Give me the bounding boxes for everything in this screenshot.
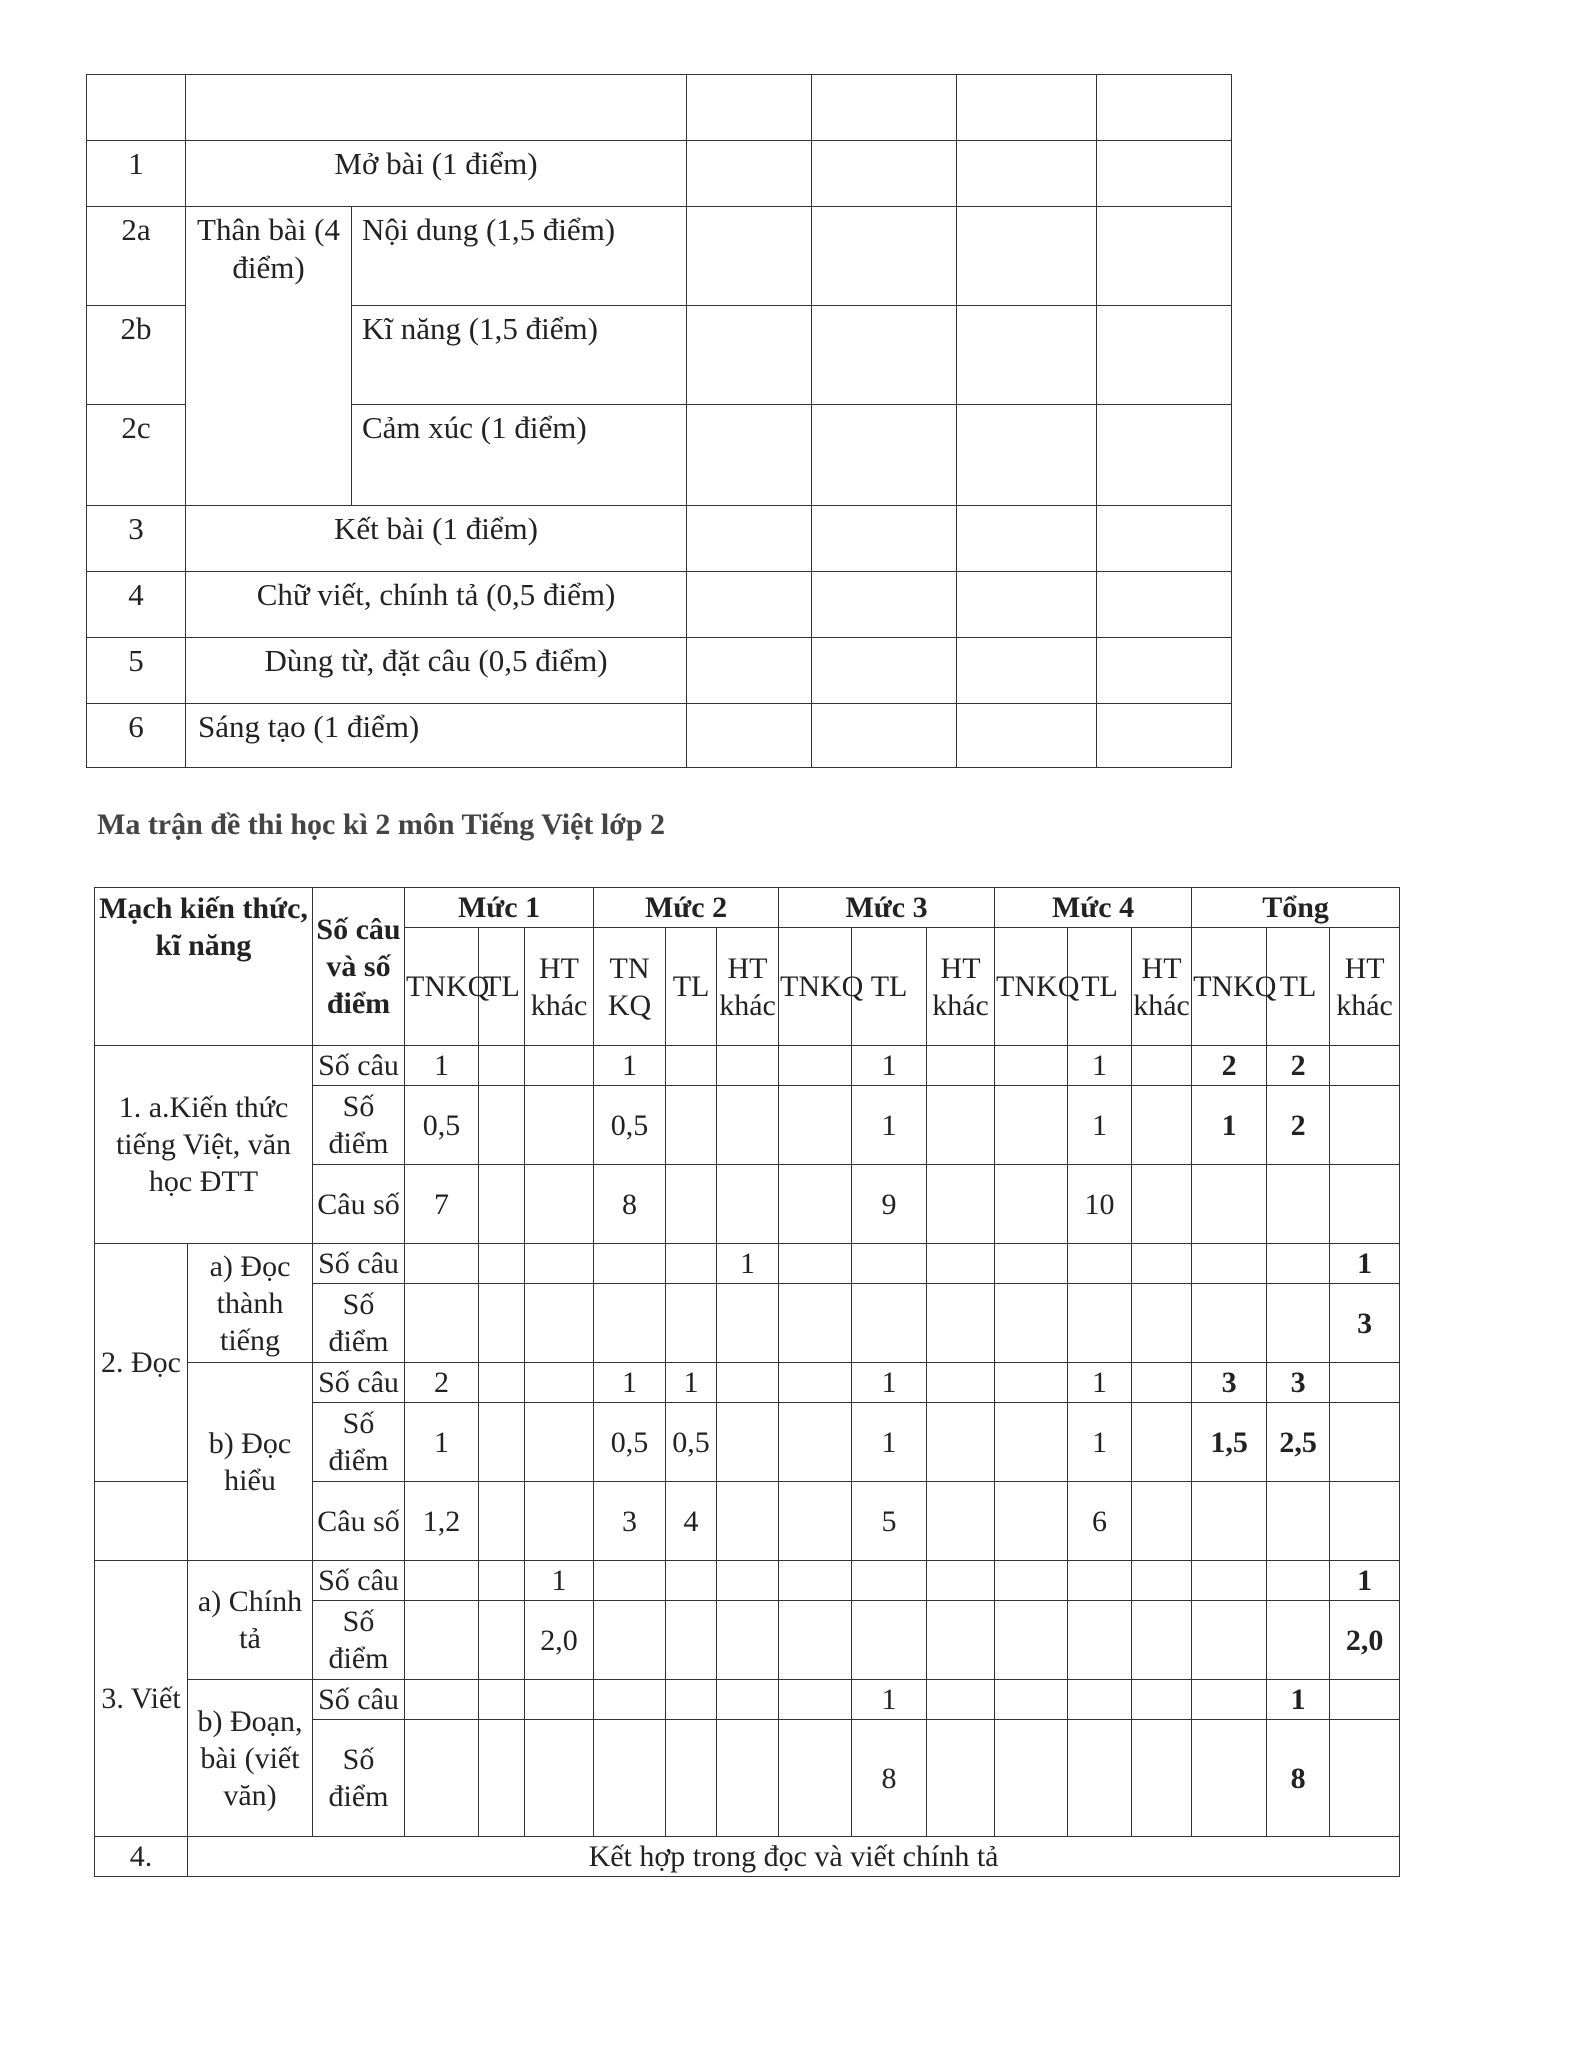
rubric-score-cell xyxy=(957,572,1097,638)
value-cell xyxy=(1267,1284,1330,1363)
value-cell: 1 xyxy=(594,1046,666,1086)
value-cell xyxy=(717,1680,779,1720)
rubric-row xyxy=(87,638,1232,704)
value-cell: 2 xyxy=(1192,1046,1267,1086)
value-cell xyxy=(1330,1482,1400,1561)
subheader-cell: TL xyxy=(1068,928,1132,1046)
value-cell: 1 xyxy=(852,1046,927,1086)
rubric-criterion-cell xyxy=(186,75,687,141)
value-cell xyxy=(479,1720,525,1837)
rubric-score-cell xyxy=(1097,405,1232,506)
rubric-score-cell xyxy=(812,306,957,405)
rubric-num-cell xyxy=(87,75,186,141)
subheader-cell: HT khác xyxy=(1132,928,1192,1046)
value-cell: 10 xyxy=(1068,1165,1132,1244)
rubric-criterion-cell: Dùng từ, đặt câu (0,5 điểm) xyxy=(186,638,687,704)
value-cell: 3 xyxy=(594,1482,666,1561)
value-cell xyxy=(779,1363,852,1403)
value-cell xyxy=(995,1601,1068,1680)
subheader-cell: HT khác xyxy=(525,928,594,1046)
value-cell xyxy=(1132,1403,1192,1482)
value-cell xyxy=(1132,1244,1192,1284)
value-cell xyxy=(995,1403,1068,1482)
value-cell xyxy=(779,1046,852,1086)
value-cell xyxy=(1132,1601,1192,1680)
subheader-cell: TNKQ xyxy=(779,928,852,1046)
rubric-score-cell xyxy=(957,506,1097,572)
level-header: Mức 4 xyxy=(995,888,1192,928)
value-cell xyxy=(852,1284,927,1363)
value-cell xyxy=(1068,1720,1132,1837)
value-cell: 2 xyxy=(1267,1046,1330,1086)
value-cell xyxy=(666,1561,717,1601)
value-cell xyxy=(479,1244,525,1284)
value-cell xyxy=(995,1046,1068,1086)
rubric-num-cell: 2c xyxy=(87,405,186,506)
matrix-header-row xyxy=(95,888,1400,928)
value-cell xyxy=(995,1363,1068,1403)
value-cell: 1 xyxy=(717,1244,779,1284)
value-cell xyxy=(1068,1561,1132,1601)
value-cell xyxy=(479,1601,525,1680)
rubric-num-cell: 3 xyxy=(87,506,186,572)
value-cell: 1 xyxy=(1330,1561,1400,1601)
value-cell xyxy=(666,1680,717,1720)
value-cell: 2,0 xyxy=(525,1601,594,1680)
value-cell xyxy=(1068,1601,1132,1680)
value-cell xyxy=(779,1244,852,1284)
level-header: Mức 3 xyxy=(779,888,995,928)
value-cell xyxy=(525,1284,594,1363)
rubric-score-cell xyxy=(687,506,812,572)
count-header: Số câu và số điểm xyxy=(313,888,405,1046)
value-cell xyxy=(1192,1244,1267,1284)
subheader-cell: HT khác xyxy=(1330,928,1400,1046)
value-cell xyxy=(525,1363,594,1403)
value-cell xyxy=(479,1561,525,1601)
value-cell: 1 xyxy=(852,1086,927,1165)
exam-matrix-table xyxy=(94,887,1400,1877)
rubric-criterion-cell: Mở bài (1 điểm) xyxy=(186,141,687,207)
rubric-score-cell xyxy=(1097,638,1232,704)
value-cell xyxy=(717,1363,779,1403)
rubric-group-cell: Thân bài (4 điểm) xyxy=(186,207,352,506)
rubric-score-cell xyxy=(812,572,957,638)
value-cell xyxy=(525,1046,594,1086)
subheader-cell: TNKQ xyxy=(1192,928,1267,1046)
section-label-cell: 1. a.Kiến thức tiếng Việt, văn học ĐTT xyxy=(95,1046,313,1244)
value-cell: 1 xyxy=(1068,1403,1132,1482)
value-cell xyxy=(927,1561,995,1601)
value-cell xyxy=(779,1482,852,1561)
matrix-heading: Ma trận đề thi học kì 2 môn Tiếng Việt lớp 2 xyxy=(97,808,666,841)
value-cell xyxy=(995,1165,1068,1244)
value-cell xyxy=(525,1165,594,1244)
value-cell xyxy=(1267,1561,1330,1601)
value-cell xyxy=(1192,1284,1267,1363)
value-cell: 1,5 xyxy=(1192,1403,1267,1482)
rubric-row xyxy=(87,141,1232,207)
value-cell xyxy=(717,1046,779,1086)
row-type-cell: Câu số xyxy=(313,1482,405,1561)
row-type-cell: Số điểm xyxy=(313,1403,405,1482)
value-cell: 1 xyxy=(405,1046,479,1086)
value-cell xyxy=(525,1244,594,1284)
value-cell xyxy=(1330,1046,1400,1086)
rubric-num-cell: 4 xyxy=(87,572,186,638)
value-cell: 1 xyxy=(525,1561,594,1601)
value-cell xyxy=(995,1720,1068,1837)
level-header: Mức 2 xyxy=(594,888,779,928)
level-header: Mức 1 xyxy=(405,888,594,928)
value-cell xyxy=(1330,1165,1400,1244)
value-cell xyxy=(779,1680,852,1720)
subheader-cell: TL xyxy=(852,928,927,1046)
value-cell: 8 xyxy=(1267,1720,1330,1837)
matrix-row xyxy=(95,1837,1400,1877)
subsection-label-cell: b) Đọc hiểu xyxy=(188,1363,313,1561)
value-cell xyxy=(666,1086,717,1165)
value-cell xyxy=(995,1244,1068,1284)
row-type-cell: Số câu xyxy=(313,1046,405,1086)
value-cell xyxy=(995,1086,1068,1165)
value-cell xyxy=(927,1165,995,1244)
value-cell: 1 xyxy=(1068,1046,1132,1086)
value-cell xyxy=(717,1561,779,1601)
rubric-score-cell xyxy=(957,207,1097,306)
value-cell xyxy=(717,1403,779,1482)
rubric-num-cell: 2b xyxy=(87,306,186,405)
value-cell xyxy=(479,1284,525,1363)
value-cell: 1,2 xyxy=(405,1482,479,1561)
topic-header: Mạch kiến thức, kĩ năng xyxy=(95,888,313,1046)
rubric-score-cell xyxy=(957,638,1097,704)
value-cell xyxy=(995,1680,1068,1720)
section-label-cell: 2. Đọc xyxy=(95,1244,188,1482)
value-cell xyxy=(1330,1403,1400,1482)
value-cell: 1 xyxy=(1267,1680,1330,1720)
value-cell xyxy=(666,1046,717,1086)
value-cell xyxy=(927,1046,995,1086)
value-cell xyxy=(779,1403,852,1482)
value-cell: 1 xyxy=(1330,1244,1400,1284)
value-cell: 0,5 xyxy=(594,1086,666,1165)
value-cell xyxy=(927,1720,995,1837)
rubric-score-cell xyxy=(812,141,957,207)
rubric-score-cell xyxy=(1097,704,1232,768)
value-cell xyxy=(717,1086,779,1165)
value-cell xyxy=(479,1363,525,1403)
value-cell xyxy=(1068,1244,1132,1284)
value-cell xyxy=(927,1680,995,1720)
value-cell xyxy=(594,1244,666,1284)
rubric-score-cell xyxy=(687,75,812,141)
value-cell xyxy=(479,1046,525,1086)
row-type-cell: Số câu xyxy=(313,1680,405,1720)
rubric-score-cell xyxy=(812,638,957,704)
value-cell xyxy=(525,1720,594,1837)
value-cell xyxy=(666,1165,717,1244)
subsection-label-cell: b) Đoạn, bài (viết văn) xyxy=(188,1680,313,1837)
value-cell: 1 xyxy=(594,1363,666,1403)
value-cell xyxy=(1330,1720,1400,1837)
rubric-table xyxy=(86,74,1232,768)
value-cell: 1 xyxy=(1192,1086,1267,1165)
value-cell xyxy=(1132,1363,1192,1403)
rubric-criterion-cell: Cảm xúc (1 điểm) xyxy=(352,405,687,506)
rubric-num-cell: 6 xyxy=(87,704,186,768)
value-cell xyxy=(479,1403,525,1482)
value-cell: 2 xyxy=(1267,1086,1330,1165)
value-cell xyxy=(405,1284,479,1363)
value-cell: 2,0 xyxy=(1330,1601,1400,1680)
value-cell xyxy=(666,1720,717,1837)
subheader-cell: TNKQ xyxy=(995,928,1068,1046)
value-cell xyxy=(927,1403,995,1482)
section4-text-cell: Kết hợp trong đọc và viết chính tả xyxy=(188,1837,1400,1877)
value-cell: 7 xyxy=(405,1165,479,1244)
row-type-cell: Số điểm xyxy=(313,1284,405,1363)
value-cell xyxy=(1267,1482,1330,1561)
value-cell: 3 xyxy=(1267,1363,1330,1403)
value-cell xyxy=(525,1086,594,1165)
rubric-criterion-cell: Chữ viết, chính tả (0,5 điểm) xyxy=(186,572,687,638)
rubric-score-cell xyxy=(957,704,1097,768)
subheader-cell: TNKQ xyxy=(405,928,479,1046)
value-cell xyxy=(525,1403,594,1482)
value-cell xyxy=(995,1284,1068,1363)
rubric-score-cell xyxy=(1097,141,1232,207)
value-cell xyxy=(1267,1601,1330,1680)
rubric-row xyxy=(87,207,1232,306)
value-cell xyxy=(1132,1561,1192,1601)
value-cell xyxy=(717,1601,779,1680)
value-cell xyxy=(717,1720,779,1837)
value-cell: 1 xyxy=(405,1403,479,1482)
value-cell xyxy=(927,1284,995,1363)
value-cell xyxy=(927,1363,995,1403)
value-cell xyxy=(717,1165,779,1244)
value-cell xyxy=(779,1086,852,1165)
value-cell xyxy=(927,1244,995,1284)
value-cell xyxy=(1192,1680,1267,1720)
rubric-row xyxy=(87,506,1232,572)
subheader-cell: TL xyxy=(479,928,525,1046)
value-cell xyxy=(594,1561,666,1601)
value-cell xyxy=(405,1561,479,1601)
row-type-cell: Số điểm xyxy=(313,1720,405,1837)
subheader-cell: HT khác xyxy=(927,928,995,1046)
value-cell xyxy=(779,1720,852,1837)
value-cell xyxy=(779,1165,852,1244)
value-cell: 3 xyxy=(1192,1363,1267,1403)
value-cell xyxy=(1132,1720,1192,1837)
value-cell xyxy=(479,1165,525,1244)
value-cell xyxy=(1192,1720,1267,1837)
value-cell: 9 xyxy=(852,1165,927,1244)
value-cell: 0,5 xyxy=(594,1403,666,1482)
value-cell: 0,5 xyxy=(405,1086,479,1165)
value-cell: 0,5 xyxy=(666,1403,717,1482)
subheader-cell: TL xyxy=(1267,928,1330,1046)
rubric-score-cell xyxy=(687,638,812,704)
value-cell xyxy=(995,1482,1068,1561)
rubric-score-cell xyxy=(687,704,812,768)
value-cell: 5 xyxy=(852,1482,927,1561)
rubric-num-cell: 1 xyxy=(87,141,186,207)
matrix-row xyxy=(95,1363,1400,1403)
value-cell: 2,5 xyxy=(1267,1403,1330,1482)
rubric-criterion-cell: Nội dung (1,5 điểm) xyxy=(352,207,687,306)
subheader-cell: TN KQ xyxy=(594,928,666,1046)
value-cell xyxy=(405,1720,479,1837)
row-type-cell: Số điểm xyxy=(313,1086,405,1165)
rubric-score-cell xyxy=(687,207,812,306)
value-cell xyxy=(1192,1601,1267,1680)
rubric-score-cell xyxy=(957,306,1097,405)
rubric-score-cell xyxy=(812,506,957,572)
rubric-criterion-cell: Kĩ năng (1,5 điểm) xyxy=(352,306,687,405)
value-cell xyxy=(594,1720,666,1837)
value-cell xyxy=(479,1680,525,1720)
row-type-cell: Số câu xyxy=(313,1363,405,1403)
rubric-score-cell xyxy=(812,207,957,306)
value-cell xyxy=(1132,1086,1192,1165)
section-label-cell: 3. Viết xyxy=(95,1561,188,1837)
value-cell: 4 xyxy=(666,1482,717,1561)
rubric-score-cell xyxy=(1097,75,1232,141)
rubric-row xyxy=(87,572,1232,638)
value-cell xyxy=(666,1244,717,1284)
value-cell xyxy=(1330,1086,1400,1165)
value-cell xyxy=(927,1086,995,1165)
rubric-score-cell xyxy=(1097,572,1232,638)
value-cell: 1 xyxy=(852,1680,927,1720)
rubric-score-cell xyxy=(1097,306,1232,405)
value-cell xyxy=(852,1244,927,1284)
value-cell xyxy=(1132,1284,1192,1363)
value-cell xyxy=(479,1482,525,1561)
value-cell xyxy=(995,1561,1068,1601)
value-cell xyxy=(1068,1680,1132,1720)
value-cell: 8 xyxy=(852,1720,927,1837)
value-cell xyxy=(405,1680,479,1720)
value-cell: 3 xyxy=(1330,1284,1400,1363)
rubric-score-cell xyxy=(687,306,812,405)
value-cell: 1 xyxy=(852,1403,927,1482)
rubric-num-cell: 5 xyxy=(87,638,186,704)
subsection-label-cell: a) Đọc thành tiếng xyxy=(188,1244,313,1363)
value-cell xyxy=(1192,1165,1267,1244)
rubric-score-cell xyxy=(1097,506,1232,572)
value-cell xyxy=(1267,1165,1330,1244)
value-cell xyxy=(1132,1046,1192,1086)
rubric-score-cell xyxy=(687,405,812,506)
value-cell: 1 xyxy=(1068,1363,1132,1403)
value-cell xyxy=(927,1601,995,1680)
value-cell xyxy=(666,1601,717,1680)
row-type-cell: Số điểm xyxy=(313,1601,405,1680)
value-cell xyxy=(479,1086,525,1165)
rubric-score-cell xyxy=(812,704,957,768)
rubric-score-cell xyxy=(957,75,1097,141)
rubric-criterion-cell: Kết bài (1 điểm) xyxy=(186,506,687,572)
row-type-cell: Số câu xyxy=(313,1244,405,1284)
value-cell xyxy=(1132,1482,1192,1561)
value-cell xyxy=(405,1244,479,1284)
value-cell xyxy=(525,1482,594,1561)
matrix-row xyxy=(95,1561,1400,1601)
subsection-label-cell: a) Chính tả xyxy=(188,1561,313,1680)
rubric-score-cell xyxy=(687,572,812,638)
value-cell xyxy=(405,1601,479,1680)
value-cell xyxy=(852,1561,927,1601)
value-cell xyxy=(1068,1284,1132,1363)
matrix-row xyxy=(95,1046,1400,1086)
section-label-cell: 4. xyxy=(95,1837,188,1877)
rubric-row xyxy=(87,704,1232,768)
value-cell xyxy=(1192,1561,1267,1601)
value-cell xyxy=(1132,1680,1192,1720)
value-cell xyxy=(852,1601,927,1680)
rubric-score-cell xyxy=(687,141,812,207)
value-cell xyxy=(594,1284,666,1363)
value-cell xyxy=(1330,1363,1400,1403)
rubric-score-cell xyxy=(812,75,957,141)
value-cell: 2 xyxy=(405,1363,479,1403)
rubric-score-cell xyxy=(957,141,1097,207)
value-cell xyxy=(1192,1482,1267,1561)
row-type-cell: Câu số xyxy=(313,1165,405,1244)
level-header: Tổng xyxy=(1192,888,1400,928)
value-cell xyxy=(1132,1165,1192,1244)
value-cell xyxy=(1330,1680,1400,1720)
value-cell xyxy=(779,1561,852,1601)
rubric-score-cell xyxy=(957,405,1097,506)
row-type-cell: Số câu xyxy=(313,1561,405,1601)
rubric-criterion-cell: Sáng tạo (1 điểm) xyxy=(186,704,687,768)
value-cell: 6 xyxy=(1068,1482,1132,1561)
value-cell xyxy=(717,1284,779,1363)
matrix-row xyxy=(95,1244,1400,1284)
value-cell: 1 xyxy=(666,1363,717,1403)
value-cell: 1 xyxy=(852,1363,927,1403)
rubric-score-cell xyxy=(1097,207,1232,306)
rubric-row xyxy=(87,75,1232,141)
value-cell xyxy=(779,1601,852,1680)
value-cell xyxy=(525,1680,594,1720)
subheader-cell: TL xyxy=(666,928,717,1046)
value-cell xyxy=(594,1680,666,1720)
value-cell xyxy=(717,1482,779,1561)
subheader-cell: HT khác xyxy=(717,928,779,1046)
value-cell xyxy=(1267,1244,1330,1284)
value-cell: 1 xyxy=(1068,1086,1132,1165)
rubric-score-cell xyxy=(812,405,957,506)
value-cell: 8 xyxy=(594,1165,666,1244)
value-cell xyxy=(666,1284,717,1363)
value-cell xyxy=(927,1482,995,1561)
value-cell xyxy=(594,1601,666,1680)
value-cell xyxy=(779,1284,852,1363)
matrix-row xyxy=(95,1680,1400,1720)
empty-cell xyxy=(95,1482,188,1561)
rubric-num-cell: 2a xyxy=(87,207,186,306)
